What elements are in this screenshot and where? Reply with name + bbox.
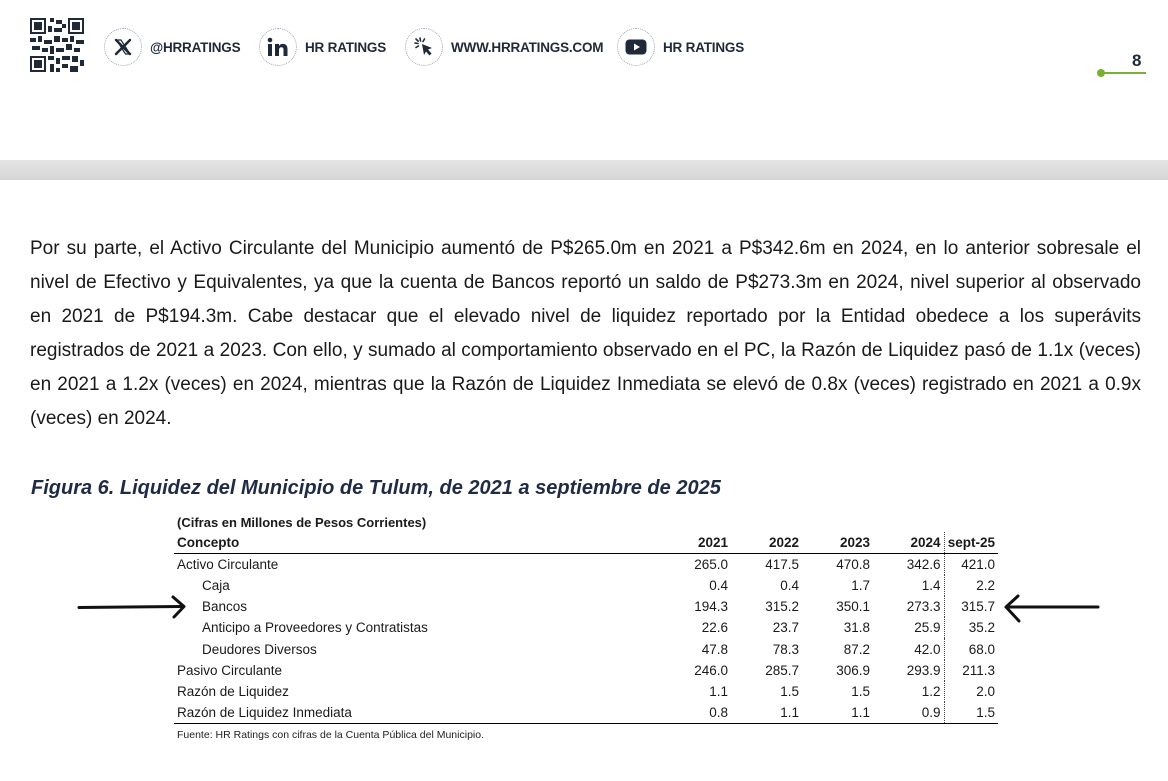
table-cell: 25.9	[873, 617, 944, 638]
table-cell: 0.4	[780, 577, 799, 593]
table-cell: 1.1	[731, 702, 802, 723]
table-cell: 1.2	[873, 681, 944, 702]
table-row	[174, 575, 998, 596]
table-cell: 211.3	[962, 662, 995, 678]
table-cell: 31.8	[843, 620, 870, 636]
table-cell: 2.0	[976, 684, 995, 700]
social-youtube[interactable]	[617, 27, 744, 67]
table-cell: 0.9	[873, 702, 944, 723]
column-header: Concepto	[174, 532, 660, 553]
youtube-icon	[617, 28, 655, 66]
header-divider-band	[0, 160, 1168, 180]
table-cell: 1.4	[873, 575, 944, 596]
table-cell: 78.3	[772, 641, 799, 657]
table-row	[174, 702, 998, 723]
row-label: Anticipo a Proveedores y Contratistas	[202, 620, 428, 636]
row-label: Caja	[202, 577, 230, 593]
table-cell: 470.8	[836, 556, 870, 572]
row-label: Activo Circulante	[177, 556, 279, 572]
table-cell: 194.3	[694, 599, 728, 615]
table-cell: 417.5	[765, 556, 799, 572]
table-cell: 246.0	[694, 662, 728, 678]
x-icon	[104, 28, 142, 66]
table-row	[174, 638, 998, 659]
table-cell: 42.0	[873, 638, 944, 659]
column-header: 2021	[660, 532, 731, 553]
page-number: 8	[1132, 51, 1142, 70]
table-cell: 421.0	[961, 556, 995, 572]
table-cell: 47.8	[701, 641, 728, 657]
table-cell: 22.6	[701, 620, 728, 636]
social-x[interactable]	[104, 27, 240, 67]
page-number-underline	[1101, 72, 1146, 74]
social-linkedin-label: HR RATINGS	[305, 39, 386, 55]
social-youtube-label: HR RATINGS	[663, 39, 744, 55]
table-cell: 306.9	[836, 662, 870, 678]
column-header: 2022	[731, 532, 802, 553]
table-header-row	[174, 532, 998, 553]
linkedin-icon	[259, 28, 297, 66]
row-label: Razón de Liquidez	[177, 684, 289, 700]
page-header	[0, 0, 1168, 160]
social-x-label: @HRRATINGS	[150, 39, 241, 55]
table-cell: 1.1	[802, 702, 873, 723]
liquidity-table	[174, 532, 998, 724]
liquidity-table-container	[174, 514, 998, 741]
column-header: 2024	[873, 532, 944, 553]
table-cell: 68.0	[968, 641, 995, 657]
table-cell: 315.2	[765, 599, 799, 615]
table-caption: (Cifras en Millones de Pesos Corrientes)	[177, 515, 427, 530]
table-cell: 1.5	[944, 702, 998, 723]
figure-title: Figura 6. Liquidez del Municipio de Tulum, de 2021 a septiembre de 2025	[31, 477, 721, 499]
row-label: Bancos	[202, 599, 248, 615]
row-label: Pasivo Circulante	[177, 662, 283, 678]
table-cell: 342.6	[873, 553, 944, 574]
social-website-label: WWW.HRRATINGS.COM	[451, 39, 604, 55]
table-row	[174, 617, 998, 638]
table-row	[174, 660, 998, 681]
arrow-left-icon	[1000, 594, 1102, 624]
body-paragraph: Por su parte, el Activo Circulante del Municipio aumentó de P$265.0m en 2021 a P$342.6m en 2024, en lo anterior sobresale el nivel de Efectivo y Equivalentes, ya que la cuenta de Bancos reportó un saldo de P$273.3m en 2024, nivel superior al observado en 2021 de P$194.3m. Cabe destacar que el elevado nivel de liquidez reportado por la Entidad obedece a los superávits registrados de 2021 a 2023. Con ello, y sumado al comportamiento observado en el PC, la Razón de Liquidez pasó de 1.1x (veces) en 2021 a 1.2x (veces) en 2024, mientras que la Razón de Liquidez Inmediata se elevó de 0.8x (veces) registrado en 2021 a 0.9x (veces) en 2024.	[30, 238, 1141, 429]
social-website[interactable]	[405, 27, 603, 67]
table-cell: 315.7	[961, 599, 995, 615]
table-cell: 2.2	[976, 577, 995, 593]
table-row	[174, 681, 998, 702]
table-row	[174, 553, 998, 574]
column-header: 2023	[802, 532, 873, 553]
table-cell: 273.3	[873, 596, 944, 617]
table-cell: 350.1	[836, 599, 870, 615]
column-header: sept-25	[944, 532, 998, 553]
table-cell: 265.0	[694, 556, 728, 572]
cursor-click-icon	[405, 28, 443, 66]
arrow-right-icon	[76, 594, 190, 620]
qr-code-icon[interactable]	[30, 18, 84, 72]
table-cell: 0.4	[709, 577, 728, 593]
table-cell: 1.7	[851, 577, 870, 593]
table-cell: 293.9	[873, 660, 944, 681]
table-cell: 1.1	[709, 684, 728, 700]
table-cell: 87.2	[843, 641, 870, 657]
row-label: Razón de Liquidez Inmediata	[174, 702, 660, 723]
table-cell: 285.7	[765, 662, 799, 678]
table-cell: 1.5	[851, 684, 870, 700]
table-cell: 0.8	[660, 702, 731, 723]
table-cell: 35.2	[968, 620, 995, 636]
table-cell: 23.7	[772, 620, 799, 636]
page-number-dot	[1097, 69, 1105, 77]
social-linkedin[interactable]	[259, 27, 386, 67]
table-cell: 1.5	[780, 684, 799, 700]
table-source-note: Fuente: HR Ratings con cifras de la Cuenta Pública del Municipio.	[177, 729, 484, 742]
table-row	[174, 596, 998, 617]
row-label: Deudores Diversos	[202, 641, 317, 657]
